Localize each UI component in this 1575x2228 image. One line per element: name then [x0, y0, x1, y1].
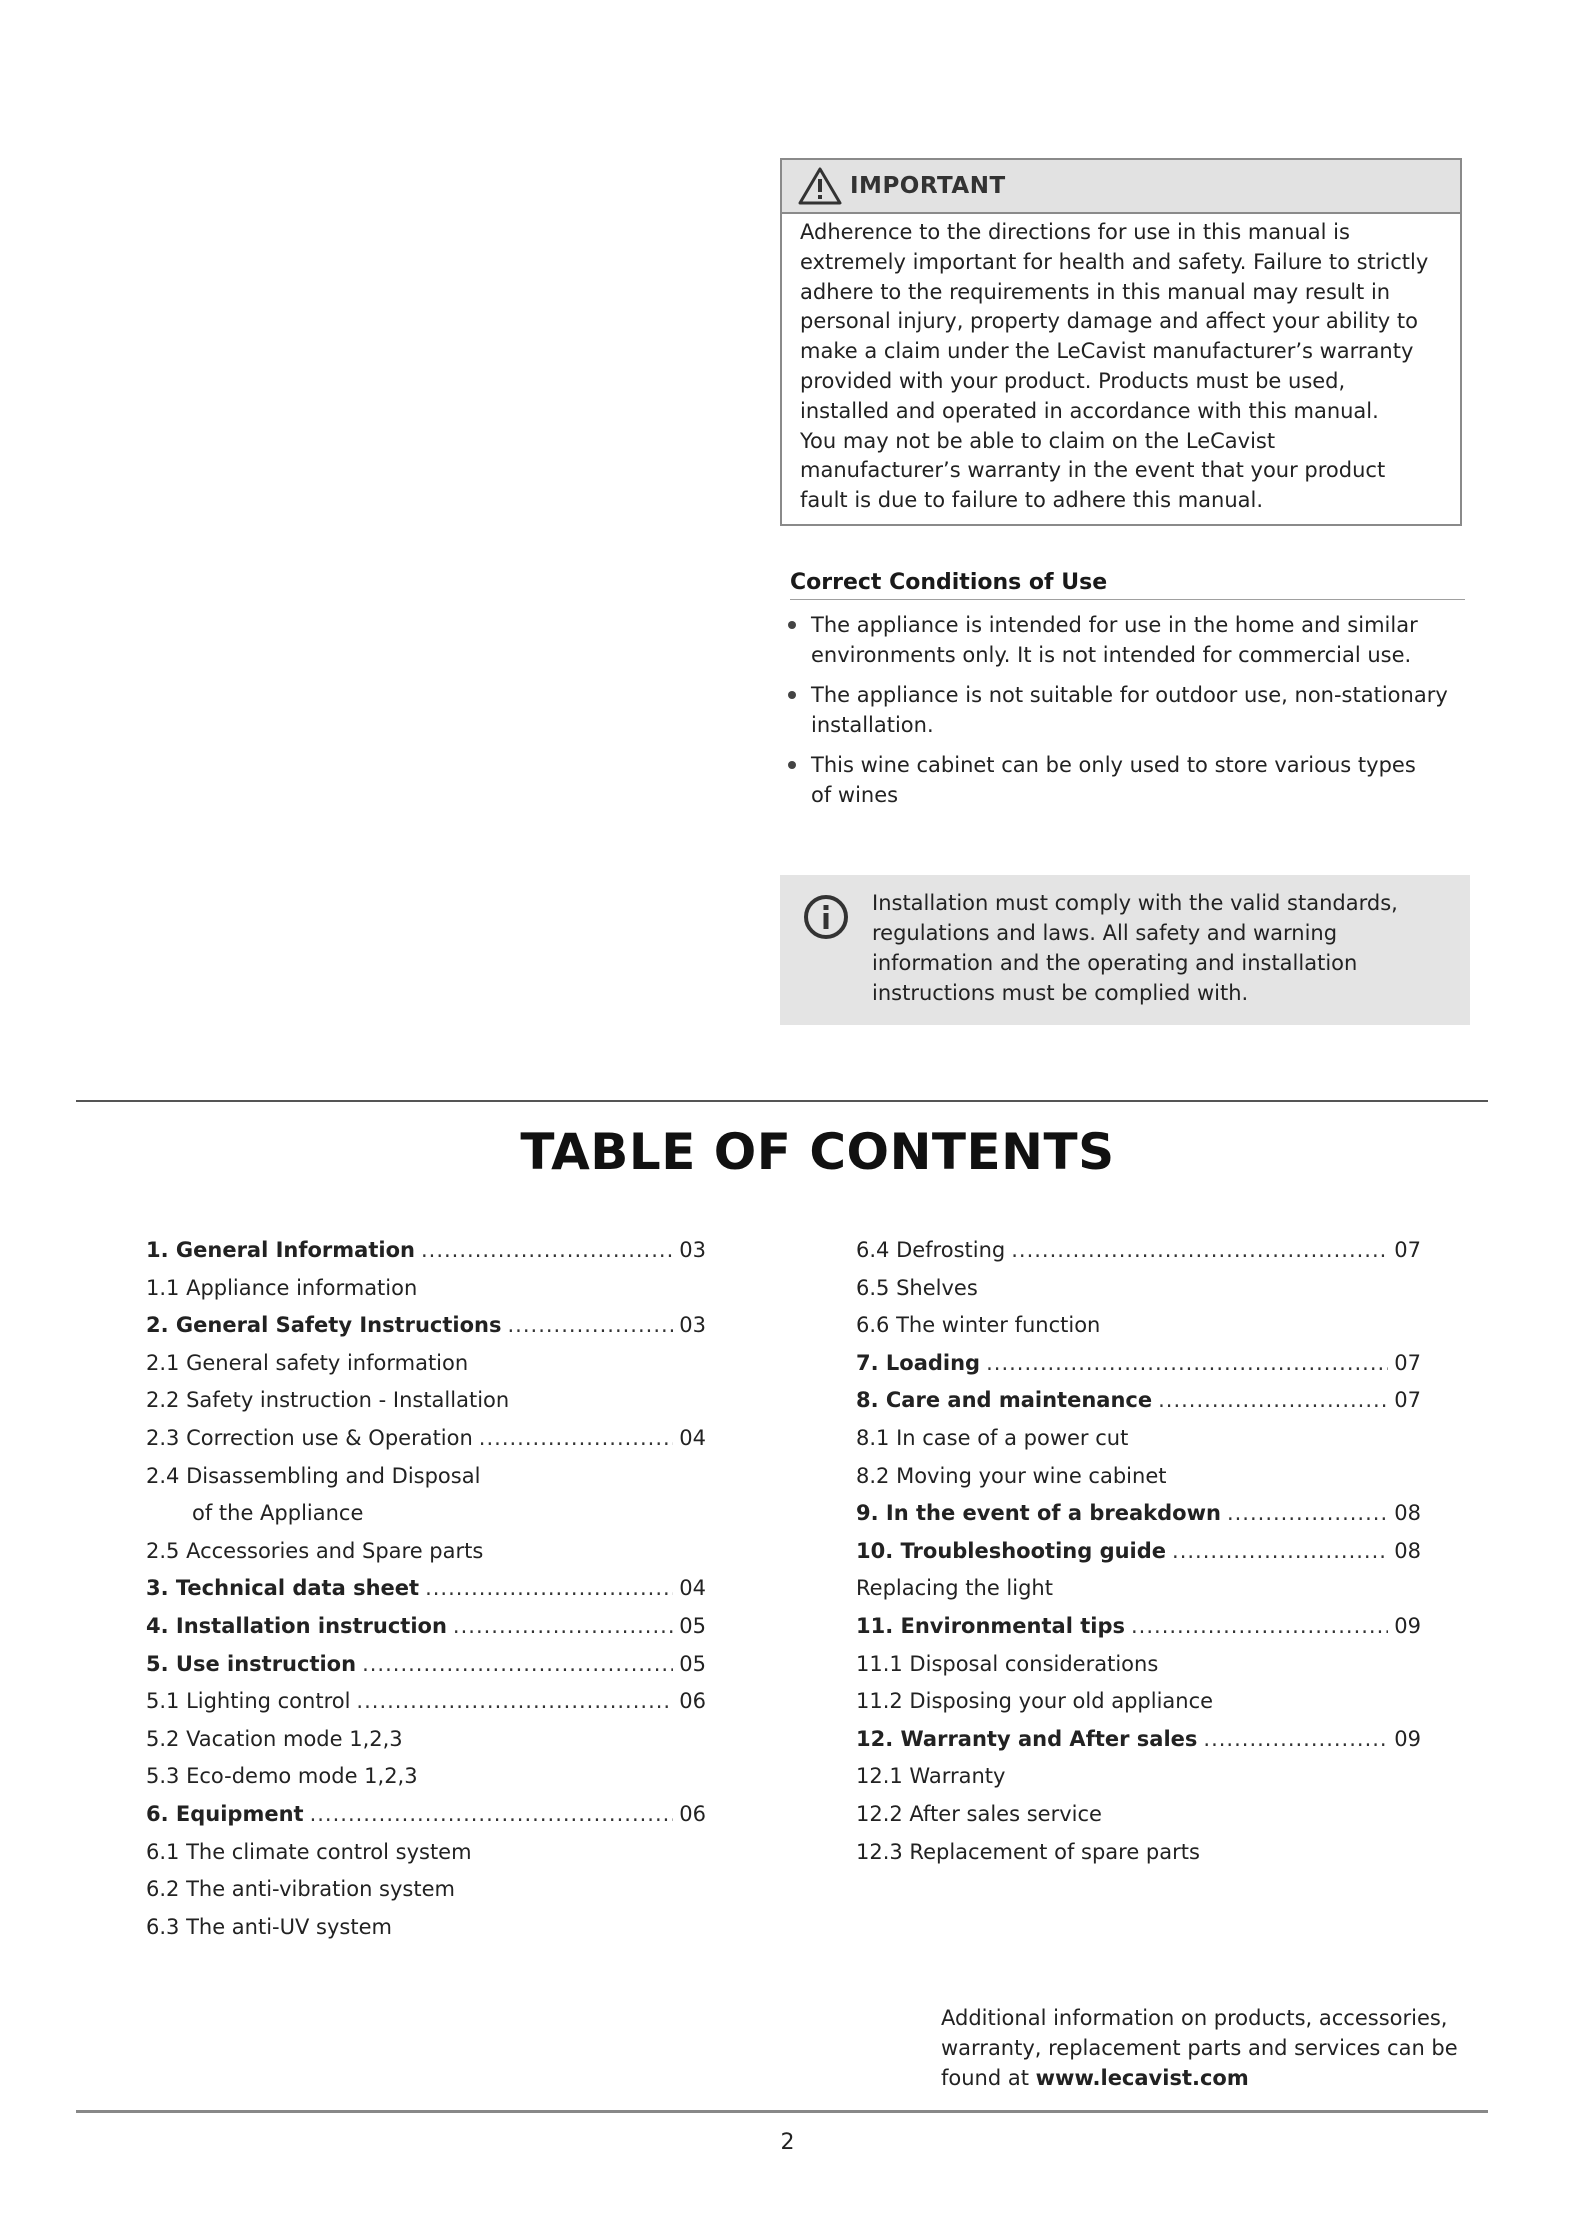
toc-entry[interactable] — [856, 1758, 1421, 1796]
toc-dot-leader — [1227, 1495, 1388, 1533]
toc-entry-page: 09 — [1394, 1726, 1421, 1751]
toc-entry-label: 6.2 The anti-vibration system — [146, 1877, 455, 1902]
toc-entry[interactable] — [856, 1570, 1421, 1608]
toc-entry-page: 07 — [1394, 1388, 1421, 1413]
info-text — [872, 888, 1452, 1008]
toc-entry[interactable] — [146, 1758, 706, 1796]
toc-entry[interactable] — [146, 1232, 706, 1270]
toc-entry[interactable] — [856, 1834, 1421, 1872]
toc-entry-label: 2. General Safety Instructions — [146, 1313, 502, 1338]
toc-entry-page: 07 — [1394, 1350, 1421, 1375]
additional-line: Additional information on products, accessories, — [941, 2006, 1448, 2030]
toc-dot-leader — [1131, 1608, 1388, 1646]
important-line: adhere to the requirements in this manual may result in — [800, 279, 1391, 304]
warning-triangle-icon — [798, 166, 842, 206]
toc-entry-page: 05 — [679, 1613, 706, 1638]
toc-entry-label: 6.6 The winter function — [856, 1313, 1101, 1338]
toc-entry-page: 07 — [1394, 1238, 1421, 1262]
important-line: You may not be able to claim on the LeCavist — [800, 428, 1276, 453]
toc-entry-label: 5.2 Vacation mode 1,2,3 — [146, 1726, 403, 1751]
toc-entry[interactable] — [856, 1345, 1421, 1383]
toc-entry-page: 03 — [679, 1313, 706, 1338]
important-line: make a claim under the LeCavist manufacturer’s warranty — [800, 339, 1414, 364]
toc-entry-page: 04 — [679, 1425, 706, 1450]
toc-dot-leader — [986, 1345, 1388, 1383]
footer-divider — [76, 2110, 1488, 2113]
important-text — [782, 214, 1460, 516]
toc-entry-label: 6. Equipment — [146, 1801, 304, 1826]
toc-entry-label: 2.1 General safety information — [146, 1350, 469, 1375]
toc-entry-page: 04 — [679, 1576, 706, 1601]
toc-entry-label: 6.4 Defrosting — [856, 1238, 1006, 1262]
toc-entry-label: 12.3 Replacement of spare parts — [856, 1839, 1200, 1864]
toc-entry-label: 5.1 Lighting control — [146, 1689, 351, 1714]
list-item — [785, 750, 1485, 810]
toc-entry-page: 09 — [1394, 1613, 1421, 1638]
toc-dot-leader — [310, 1796, 674, 1834]
toc-entry[interactable] — [856, 1270, 1421, 1308]
important-heading: IMPORTANT — [850, 173, 1006, 199]
toc-left-column — [146, 1232, 706, 1946]
toc-entry-label: 2.5 Accessories and Spare parts — [146, 1538, 484, 1563]
toc-entry[interactable] — [856, 1533, 1421, 1571]
toc-title: TABLE OF CONTENTS — [520, 1123, 1115, 1181]
toc-entry-label: 3. Technical data sheet — [146, 1576, 420, 1601]
bullet-icon — [788, 691, 796, 699]
toc-entry-label: of the Appliance — [192, 1501, 364, 1526]
toc-entry[interactable] — [856, 1683, 1421, 1721]
toc-entry-label: Replacing the light — [856, 1576, 1053, 1601]
toc-entry[interactable] — [146, 1834, 706, 1872]
divider — [76, 1100, 1488, 1102]
conditions-title: Correct Conditions of Use — [790, 570, 1465, 600]
important-line: personal injury, property damage and affect your ability to — [800, 309, 1418, 334]
toc-dot-leader — [1203, 1721, 1388, 1759]
website-link[interactable]: www.lecavist.com — [1035, 2066, 1249, 2090]
toc-entry[interactable] — [146, 1909, 706, 1947]
conditions-list — [785, 610, 1485, 820]
condition-line: installation. — [811, 713, 934, 737]
toc-entry[interactable] — [146, 1458, 706, 1496]
important-header — [782, 160, 1460, 214]
info-line: information and the operating and installation — [872, 951, 1358, 975]
toc-entry-label: 12.1 Warranty — [856, 1764, 1006, 1789]
important-line: extremely important for health and safety. Failure to strictly — [800, 249, 1429, 274]
toc-right-column — [856, 1232, 1421, 1871]
toc-entry-label: 9. In the event of a breakdown — [856, 1501, 1221, 1526]
condition-line: This wine cabinet can be only used to store various types — [811, 753, 1416, 777]
additional-prefix: found at — [941, 2066, 1036, 2090]
toc-entry-label: 11. Environmental tips — [856, 1613, 1125, 1638]
info-box — [780, 875, 1470, 1025]
list-item — [785, 610, 1485, 670]
toc-entry-label: 2.2 Safety instruction - Installation — [146, 1388, 510, 1413]
toc-entry-page: 08 — [1394, 1538, 1421, 1563]
toc-entry[interactable] — [856, 1458, 1421, 1496]
toc-entry-label: 8.1 In case of a power cut — [856, 1425, 1129, 1450]
toc-entry[interactable] — [856, 1721, 1421, 1759]
toc-entry-label: 1. General Information — [146, 1238, 415, 1262]
toc-entry[interactable] — [856, 1232, 1421, 1270]
toc-entry-label: 8. Care and maintenance — [856, 1388, 1153, 1413]
important-line: Adherence to the directions for use in this manual is — [800, 220, 1350, 244]
toc-entry-label: 8.2 Moving your wine cabinet — [856, 1463, 1167, 1488]
important-line: fault is due to failure to adhere this manual. — [800, 488, 1264, 513]
toc-entry-label: 4. Installation instruction — [146, 1613, 447, 1638]
toc-dot-leader — [356, 1683, 673, 1721]
toc-entry-label: 2.4 Disassembling and Disposal — [146, 1463, 481, 1488]
toc-entry-label: 12. Warranty and After sales — [856, 1726, 1198, 1751]
toc-entry-label: 7. Loading — [856, 1350, 981, 1375]
toc-entry[interactable] — [146, 1871, 706, 1909]
important-line: provided with your product. Products must be used, — [800, 368, 1346, 393]
toc-dot-leader — [453, 1608, 673, 1646]
additional-line — [941, 2063, 1501, 2093]
toc-entry[interactable] — [856, 1307, 1421, 1345]
toc-entry[interactable] — [856, 1646, 1421, 1684]
additional-line: warranty, replacement parts and services can be — [941, 2036, 1458, 2060]
toc-entry-label: 6.5 Shelves — [856, 1275, 978, 1300]
info-icon — [802, 893, 850, 941]
list-item — [785, 680, 1485, 740]
bullet-icon — [788, 761, 796, 769]
toc-entry-label: 11.1 Disposal considerations — [856, 1651, 1159, 1676]
toc-dot-leader — [1158, 1382, 1388, 1420]
toc-entry-page: 05 — [679, 1651, 706, 1676]
toc-entry[interactable] — [856, 1495, 1421, 1533]
toc-entry-label: 10. Troubleshooting guide — [856, 1538, 1167, 1563]
toc-entry-label: 12.2 After sales service — [856, 1801, 1102, 1826]
toc-entry[interactable] — [146, 1307, 706, 1345]
toc-entry-label: 6.3 The anti-UV system — [146, 1914, 392, 1939]
toc-entry[interactable] — [146, 1608, 706, 1646]
toc-entry-page: 03 — [679, 1238, 706, 1262]
info-line: instructions must be complied with. — [872, 981, 1249, 1005]
toc-entry[interactable] — [146, 1796, 706, 1834]
condition-line: The appliance is intended for use in the home and similar — [811, 613, 1418, 637]
toc-entry[interactable] — [146, 1420, 706, 1458]
toc-entry-page: 08 — [1394, 1501, 1421, 1526]
condition-line: of wines — [811, 783, 899, 807]
bullet-icon — [788, 621, 796, 629]
important-notice-box — [780, 158, 1462, 526]
toc-entry[interactable] — [146, 1495, 706, 1533]
toc-entry-page: 06 — [679, 1801, 706, 1826]
toc-entry[interactable] — [856, 1608, 1421, 1646]
info-line: Installation must comply with the valid standards, — [872, 891, 1398, 915]
toc-entry-label: 1.1 Appliance information — [146, 1275, 418, 1300]
toc-entry-label: 11.2 Disposing your old appliance — [856, 1689, 1214, 1714]
info-line: regulations and laws. All safety and warning — [872, 921, 1338, 945]
toc-entry[interactable] — [856, 1420, 1421, 1458]
toc-entry[interactable] — [146, 1345, 706, 1383]
condition-line: The appliance is not suitable for outdoor use, non-stationary — [811, 683, 1448, 707]
toc-entry-label: 6.1 The climate control system — [146, 1839, 472, 1864]
toc-entry-page: 06 — [679, 1689, 706, 1714]
toc-dot-leader — [508, 1307, 674, 1345]
toc-dot-leader — [1011, 1232, 1388, 1270]
toc-entry[interactable] — [146, 1721, 706, 1759]
toc-entry[interactable] — [146, 1382, 706, 1420]
toc-dot-leader — [421, 1232, 673, 1270]
toc-entry-label: 5.3 Eco-demo mode 1,2,3 — [146, 1764, 418, 1789]
important-line: manufacturer’s warranty in the event that your product — [800, 458, 1386, 483]
toc-dot-leader — [1172, 1533, 1388, 1571]
toc-entry[interactable] — [146, 1683, 706, 1721]
condition-line: environments only. It is not intended for commercial use. — [811, 643, 1412, 667]
toc-dot-leader — [479, 1420, 673, 1458]
toc-entry[interactable] — [146, 1570, 706, 1608]
toc-entry[interactable] — [856, 1796, 1421, 1834]
toc-entry[interactable] — [146, 1646, 706, 1684]
toc-entry-label: 2.3 Correction use & Operation — [146, 1425, 473, 1450]
toc-entry[interactable] — [856, 1382, 1421, 1420]
toc-entry-label: 5. Use instruction — [146, 1651, 357, 1676]
toc-entry[interactable] — [146, 1270, 706, 1308]
additional-info — [941, 2003, 1501, 2093]
page-number: 2 — [780, 2130, 795, 2155]
toc-dot-leader — [362, 1646, 673, 1684]
toc-entry[interactable] — [146, 1533, 706, 1571]
important-line: installed and operated in accordance with this manual. — [800, 398, 1379, 423]
toc-dot-leader — [425, 1570, 673, 1608]
